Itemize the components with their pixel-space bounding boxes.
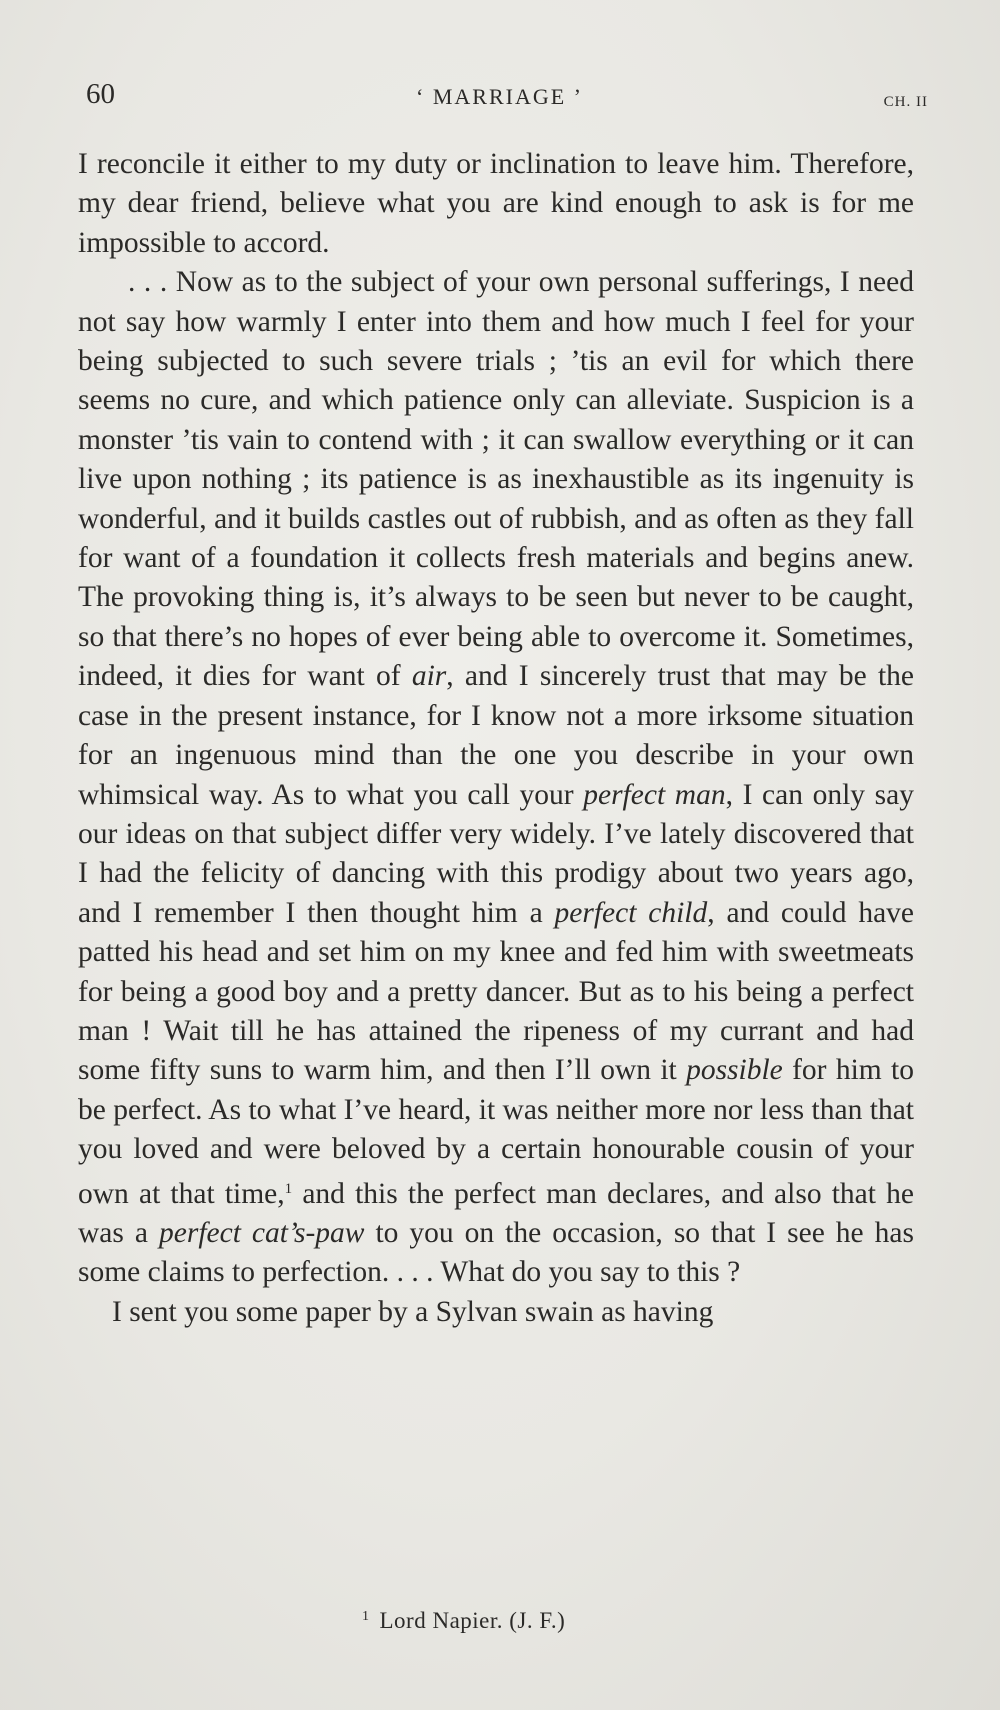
italic-text: perfect child <box>554 896 708 929</box>
italic-text: perfect man <box>583 778 726 811</box>
page-header <box>86 78 928 118</box>
italic-text: perfect cat’s-paw <box>159 1216 365 1249</box>
text-run: for him to be perfect. As to what I’ve heard, it was neither more nor less than that you loved and were beloved by a certain honourable cousin of your own at that time, <box>78 1054 914 1210</box>
text-run: , and I sincerely trust that may be the case in the present instance, for I know not a more irksome situation for an ingenuous mind than the one you describe in your own whimsical way. As to what you call your <box>78 660 914 811</box>
text-run: . . . Now as to the subject of your own personal sufferings, I need not say how warmly I enter into them and how much I feel for your being subjected to such severe trials ; ’tis an evil for which there seems no cure, and which patience only can alleviate. Suspicion is a monster ’tis vain to contend with ; it can swallow everything or it can live upon nothing ; its patience is as inexhaustible as its ingenuity is wonderful, and it builds castles out of rubbish, and as often as they fall for want of a foundation it collects fresh materials and begins anew. The provoking thing is, it’s always to be seen but never to be caught, so that there’s no hopes of ever being able to overcome it. Sometimes, indeed, it dies for want of <box>78 266 914 693</box>
text-run: I reconcile it either to my duty or inclination to leave him. Therefore, my dear friend, believe what you are kind enough to ask is for me impossible to accord. <box>78 148 914 259</box>
text-run: , and could have patted his head and set him on my knee and fed him with sweetmeats for being a good boy and a pretty dancer. But as to his being a perfect man ! Wait till he has attained the ripeness of my currant and had some fifty suns to warm him, and then I’ll own it <box>78 896 915 1087</box>
paragraph <box>78 145 914 263</box>
text-run: , I can only say our ideas on that subject differ very widely. I’ve lately discovered that I had the felicity of dancing with this prodigy about two years ago, and I remember I then thought him a <box>78 778 914 929</box>
paragraph <box>78 1293 914 1332</box>
footnote-reference: 1 <box>284 1180 293 1197</box>
italic-text: air <box>411 660 447 693</box>
running-title: ‘ MARRIAGE ’ <box>416 84 583 109</box>
footnote-marker: 1 <box>362 1609 370 1624</box>
text-run: and this the perfect man declares, and also that he was a <box>78 1177 914 1249</box>
chapter-mark: CH. II <box>883 94 928 110</box>
text-run: to you on the occasion, so that I see he has some claims to perfection. . . . What do you say to this ? <box>78 1216 914 1289</box>
paragraph <box>78 263 914 1293</box>
body-text <box>78 145 914 1332</box>
footnote <box>362 1608 565 1634</box>
footnote-text: Lord Napier. (J. F.) <box>379 1608 566 1633</box>
text-run: I sent you some paper by a Sylvan swain as having <box>112 1295 714 1328</box>
italic-text: possible <box>686 1054 783 1087</box>
page-number: 60 <box>86 78 115 110</box>
